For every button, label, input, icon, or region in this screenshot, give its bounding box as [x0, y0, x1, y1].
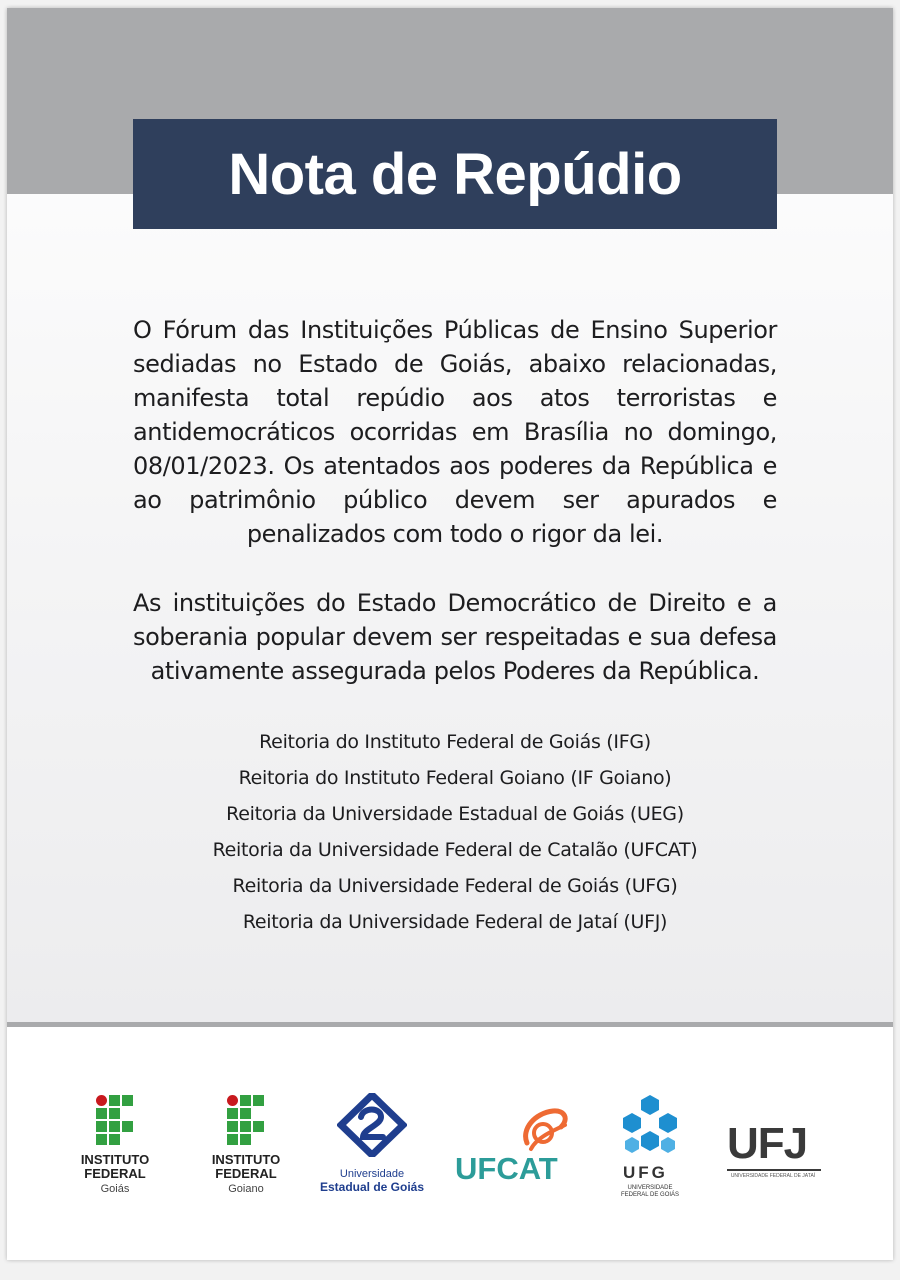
ifg-logo-line2: FEDERAL — [84, 1166, 146, 1181]
ufg-logo-sub1: UNIVERSIDADE — [627, 1185, 673, 1191]
signature-ufj: Reitoria da Universidade Federal de Jataí (UFJ) — [242, 911, 668, 933]
ufg-logo-sub2: FEDERAL DE GOIÁS — [620, 1192, 680, 1198]
ufg-logo-text: UFG — [623, 1163, 668, 1182]
logo-ufj — [725, 1119, 825, 1189]
logos-footer — [7, 1027, 893, 1260]
ufj-logo-text: UFJ — [727, 1119, 808, 1168]
signature-ifg: Reitoria do Instituto Federal de Goiás (IFG) — [259, 731, 651, 753]
signature-ufg: Reitoria da Universidade Federal de Goiás (UFG) — [232, 875, 678, 897]
logo-ufcat — [453, 1103, 579, 1193]
ufj-logo-sub: UNIVERSIDADE FEDERAL DE JATAÍ — [730, 1173, 816, 1179]
signature-ifgoiano: Reitoria do Instituto Federal Goiano (IF Goiano) — [238, 767, 672, 789]
signatures-list — [133, 724, 777, 940]
logo-ifgoiano — [196, 1095, 296, 1205]
ifgoiano-logo-line1: INSTITUTO — [211, 1152, 281, 1167]
document-page — [7, 8, 893, 1260]
title-banner — [133, 119, 777, 229]
ufj-logo-rule — [727, 1169, 821, 1171]
body-paragraph-1: O Fórum das Instituições Públicas de Ensino Superior sediadas no Estado de Goiás, abaixo relacionadas, manifesta total repúdio aos atos terroristas e antidemocráticos ocorridas em Brasília no domingo, 08/01/2023. Os atentados aos poderes da República e ao patrimônio público devem ser apurados e penalizados com todo o rigor da lei. — [133, 316, 777, 548]
ufcat-swirl-icon — [517, 1103, 577, 1153]
page-title: Nota de Repúdio — [228, 141, 682, 207]
ueg-emblem-icon — [337, 1093, 407, 1157]
ifgoiano-logo-sub: Goiano — [228, 1183, 264, 1195]
signature-ueg: Reitoria da Universidade Estadual de Goiás (UEG) — [226, 803, 684, 825]
ifg-logo-sub: Goiás — [100, 1183, 130, 1195]
ueg-logo-line2: Estadual de Goiás — [319, 1180, 425, 1194]
ufcat-logo-text: UFCAT — [455, 1151, 558, 1186]
ifg-logo-line1: INSTITUTO — [80, 1152, 150, 1167]
logo-ifg — [65, 1095, 165, 1205]
ifgoiano-logo-line2: FEDERAL — [215, 1166, 277, 1181]
logo-ueg — [317, 1093, 427, 1203]
signature-ufcat: Reitoria da Universidade Federal de Catalão (UFCAT) — [212, 839, 698, 861]
body-paragraph-2: As instituições do Estado Democrático de Direito e a soberania popular devem ser respeitadas e sua defesa ativamente assegurada pelos Poderes da República. — [133, 589, 777, 685]
ufg-hexagons-icon — [618, 1093, 682, 1157]
logo-ufg — [615, 1093, 685, 1205]
ueg-logo-line1: Universidade — [339, 1168, 405, 1180]
